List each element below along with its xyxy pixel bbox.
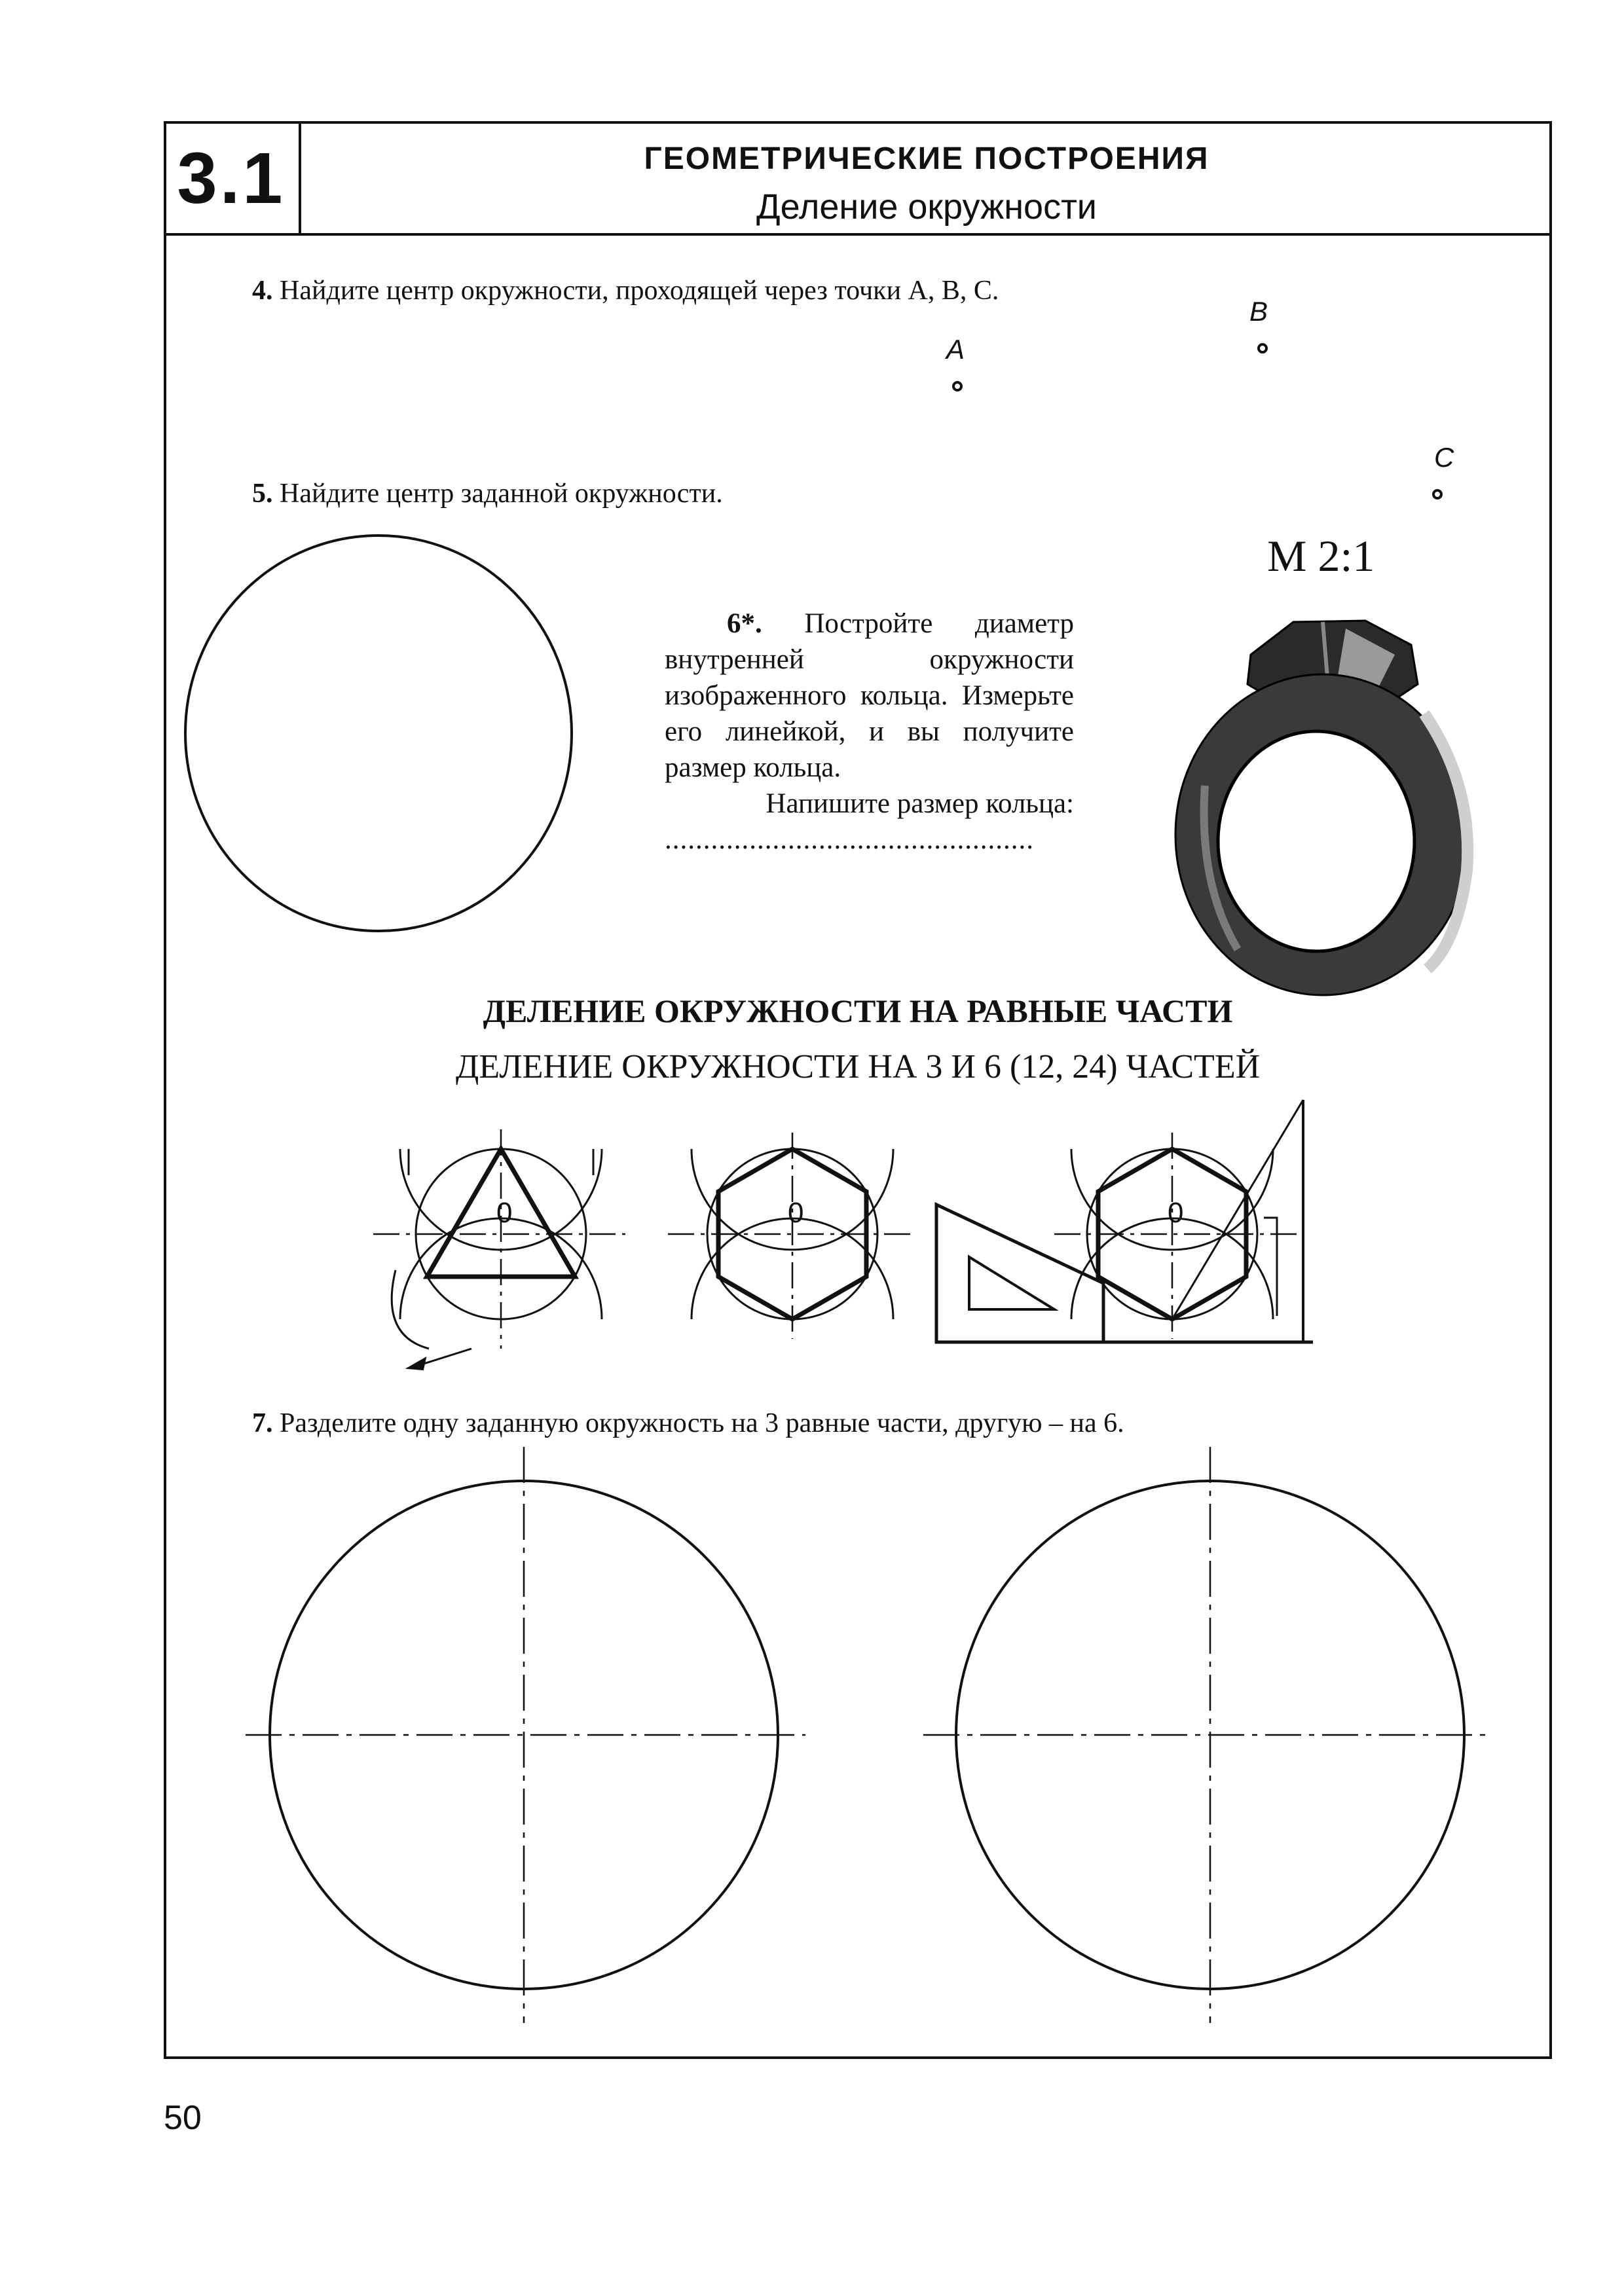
task-6-number: 6*. [727,608,762,639]
ring-illustration [1175,621,1470,995]
diagram-1-center-label: 0 [496,1197,513,1229]
point-a [953,382,961,390]
ring-size-blank: ................................................ [665,824,1034,855]
page-subtitle: Деление окружности [756,187,1097,227]
point-b [1259,344,1266,352]
page-title: ГЕОМЕТРИЧЕСКИЕ ПОСТРОЕНИЯ [644,141,1209,176]
diagram-division-6-set-square [936,1100,1313,1342]
task-6-prompt: Напишите размер кольца: [766,788,1074,819]
task-5-text: Найдите центр заданной окружности. [280,479,723,509]
page-number: 50 [164,2099,202,2137]
point-b-label: B [1249,296,1268,327]
task-7-circle-left [246,1447,805,2023]
point-c [1433,490,1441,498]
task-4-number: 4. [252,276,273,306]
section-number: 3.1 [164,121,301,236]
task-7-text: Разделите одну заданную окружность на 3 равные части, другую – на 6. [280,1408,1124,1438]
diagram-3-center-label: 0 [1168,1197,1184,1229]
task-4-text: Найдите центр окружности, проходящей через точки А, В, С. [280,276,999,306]
task-6-text: Постройте диаметр внутренней окружности изображенного кольца. Измерьте его линейкой, и вы получите размер кольца. [665,608,1074,783]
section-heading: ДЕЛЕНИЕ ОКРУЖНОСТИ НА РАВНЫЕ ЧАСТИ [483,993,1233,1029]
diagram-division-6 [668,1133,917,1339]
point-a-label: A [946,334,965,365]
section-subheading: ДЕЛЕНИЕ ОКРУЖНОСТИ НА 3 И 6 (12, 24) ЧАСТЕЙ [455,1048,1261,1085]
task-5-number: 5. [252,479,273,509]
task-7-number: 7. [252,1408,273,1438]
diagram-2-center-label: 0 [788,1197,804,1229]
task-7-circle-right [923,1447,1493,2023]
ring-scale-label: М 2:1 [1267,531,1375,581]
point-c-label: C [1434,442,1454,473]
task-5-circle [185,536,572,931]
diagram-division-3 [373,1129,625,1370]
